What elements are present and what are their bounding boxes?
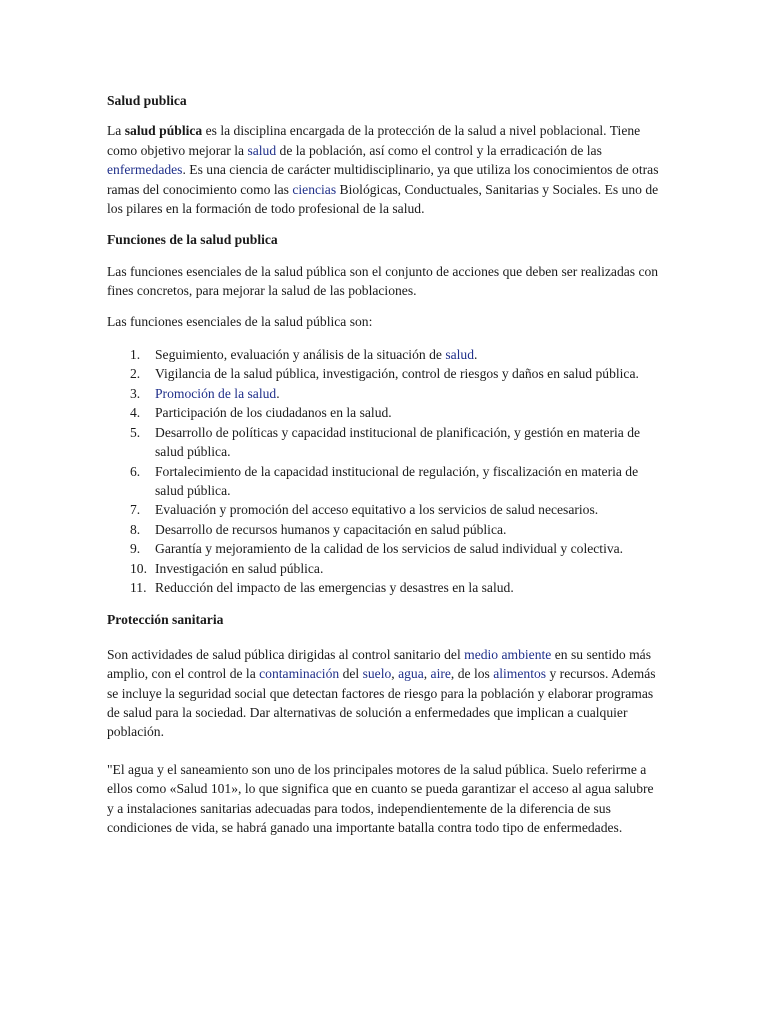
- list-item-text: Investigación en salud pública.: [155, 560, 324, 576]
- list-item: [107, 578, 663, 597]
- link-enfermedades[interactable]: enfermedades: [107, 162, 183, 178]
- intro-bold-term: salud pública: [124, 123, 203, 139]
- list-item: [107, 403, 663, 422]
- list-item-text: Reducción del impacto de las emergencias y desastres en la salud.: [155, 579, 514, 595]
- proteccion-text-4: ,: [391, 666, 399, 682]
- funciones-paragraph-2: Las funciones esenciales de la salud pública son:: [107, 313, 373, 329]
- list-item-punct: .: [474, 347, 478, 363]
- intro-text-4: . Es una ciencia de carácter multidisciplinario, ya que utiliza los conocimientos de otras ramas del conocimiento como las: [107, 162, 659, 197]
- list-item-number: 10.: [130, 560, 147, 576]
- document-content: [107, 91, 663, 837]
- proteccion-text-7: y recursos. Además se incluye la seguridad social que detectan factores de riesgo para la población y elaborar programas de salud para la sociedad. Dar alternativas de solución a enfermedades que implican a cualquier población.: [107, 666, 656, 740]
- link-salud[interactable]: salud: [247, 142, 277, 158]
- list-item-number: 2.: [130, 366, 141, 382]
- proteccion-paragraph: [107, 645, 663, 742]
- list-item-text: Seguimiento, evaluación y análisis de la situación de: [155, 347, 446, 363]
- list-item-text-line1: Fortalecimiento de la capacidad institucional de regulación, y fiscalización en materia de: [155, 463, 639, 479]
- list-item-number: 6.: [130, 463, 141, 479]
- heading-proteccion-sanitaria: Protección sanitaria: [107, 612, 224, 628]
- list-item-number: 5.: [130, 424, 141, 440]
- list-item-text: Desarrollo de recursos humanos y capacitación en salud pública.: [155, 521, 507, 537]
- link-contaminacion[interactable]: contaminación: [259, 666, 340, 682]
- list-item-number: 7.: [130, 502, 141, 518]
- intro-text-1: La: [107, 123, 125, 139]
- link-medio-ambiente[interactable]: medio ambiente: [464, 646, 552, 662]
- list-item-number: 9.: [130, 541, 141, 557]
- list-item-number: 3.: [130, 385, 141, 401]
- list-item-text-line2: salud pública.: [155, 482, 231, 498]
- link-ciencias[interactable]: ciencias: [292, 181, 337, 197]
- list-item: [107, 559, 663, 578]
- list-item-text-line2: salud pública.: [155, 444, 231, 460]
- proteccion-text-1: Son actividades de salud pública dirigidas al control sanitario del: [107, 646, 465, 662]
- list-item-text: Participación de los ciudadanos en la salud.: [155, 405, 392, 421]
- link-agua[interactable]: agua: [398, 666, 424, 682]
- proteccion-text-6: , de los: [450, 666, 494, 682]
- heading-salud-publica: Salud publica: [107, 93, 187, 108]
- list-item-number: 1.: [130, 347, 141, 363]
- proteccion-text-2: en su sentido más amplio, con el control de la: [107, 646, 652, 682]
- list-item-text: Evaluación y promoción del acceso equitativo a los servicios de salud necesarios.: [155, 502, 599, 518]
- funciones-list: [107, 345, 663, 597]
- list-item: [107, 462, 663, 501]
- link-suelo[interactable]: suelo: [362, 666, 392, 682]
- link-salud-item[interactable]: salud: [445, 347, 475, 363]
- list-item-number: 8.: [130, 521, 141, 537]
- link-aire[interactable]: aire: [430, 666, 451, 682]
- list-item: [107, 520, 663, 539]
- quote-paragraph: "El agua y el saneamiento son uno de los principales motores de la salud pública. Suelo referirme a ellos como «Salud 101», lo que significa que en cuanto se pueda garantizar el acceso al agua salubre y a instalaciones sanitarias adecuadas para todos, independientemente de la diferencia de sus condiciones de vida, se habrá ganado una importante batalla contra todo tipo de enfermedades.: [107, 761, 654, 835]
- list-item: [107, 539, 663, 558]
- list-item-text-line1: Desarrollo de políticas y capacidad institucional de planificación, y gestión en materia de: [155, 424, 641, 440]
- funciones-paragraph-1: Las funciones esenciales de la salud pública son el conjunto de acciones que deben ser realizadas con fines concretos, para mejorar la salud de las poblaciones.: [107, 263, 659, 299]
- list-item-number: 4.: [130, 405, 141, 421]
- intro-text-3: de la población, así como el control y la erradicación de las: [276, 142, 602, 158]
- list-item: [107, 345, 663, 364]
- link-promocion-salud[interactable]: Promoción de la salud: [155, 385, 277, 401]
- list-item-punct: .: [276, 385, 280, 401]
- list-item-text: Vigilancia de la salud pública, investigación, control de riesgos y daños en salud pública.: [155, 366, 639, 382]
- intro-text-2: es la disciplina encargada de la protección de la salud a nivel poblacional. Tiene como objetivo mejorar la: [107, 123, 641, 158]
- proteccion-text-3: del: [339, 666, 363, 682]
- link-alimentos[interactable]: alimentos: [493, 666, 547, 682]
- list-item: [107, 364, 663, 383]
- intro-text-5: Biológicas, Conductuales, Sanitarias y Sociales. Es uno de los pilares en la formación de todo profesional de la salud.: [107, 181, 659, 217]
- heading-funciones: Funciones de la salud publica: [107, 232, 278, 248]
- proteccion-text-5: ,: [423, 666, 431, 682]
- list-item-text: Garantía y mejoramiento de la calidad de los servicios de salud individual y colectiva.: [155, 541, 624, 557]
- intro-paragraph: [107, 121, 663, 218]
- list-item-number: 11.: [130, 579, 147, 595]
- list-item: [107, 500, 663, 519]
- list-item: [107, 384, 663, 403]
- list-item: [107, 423, 663, 462]
